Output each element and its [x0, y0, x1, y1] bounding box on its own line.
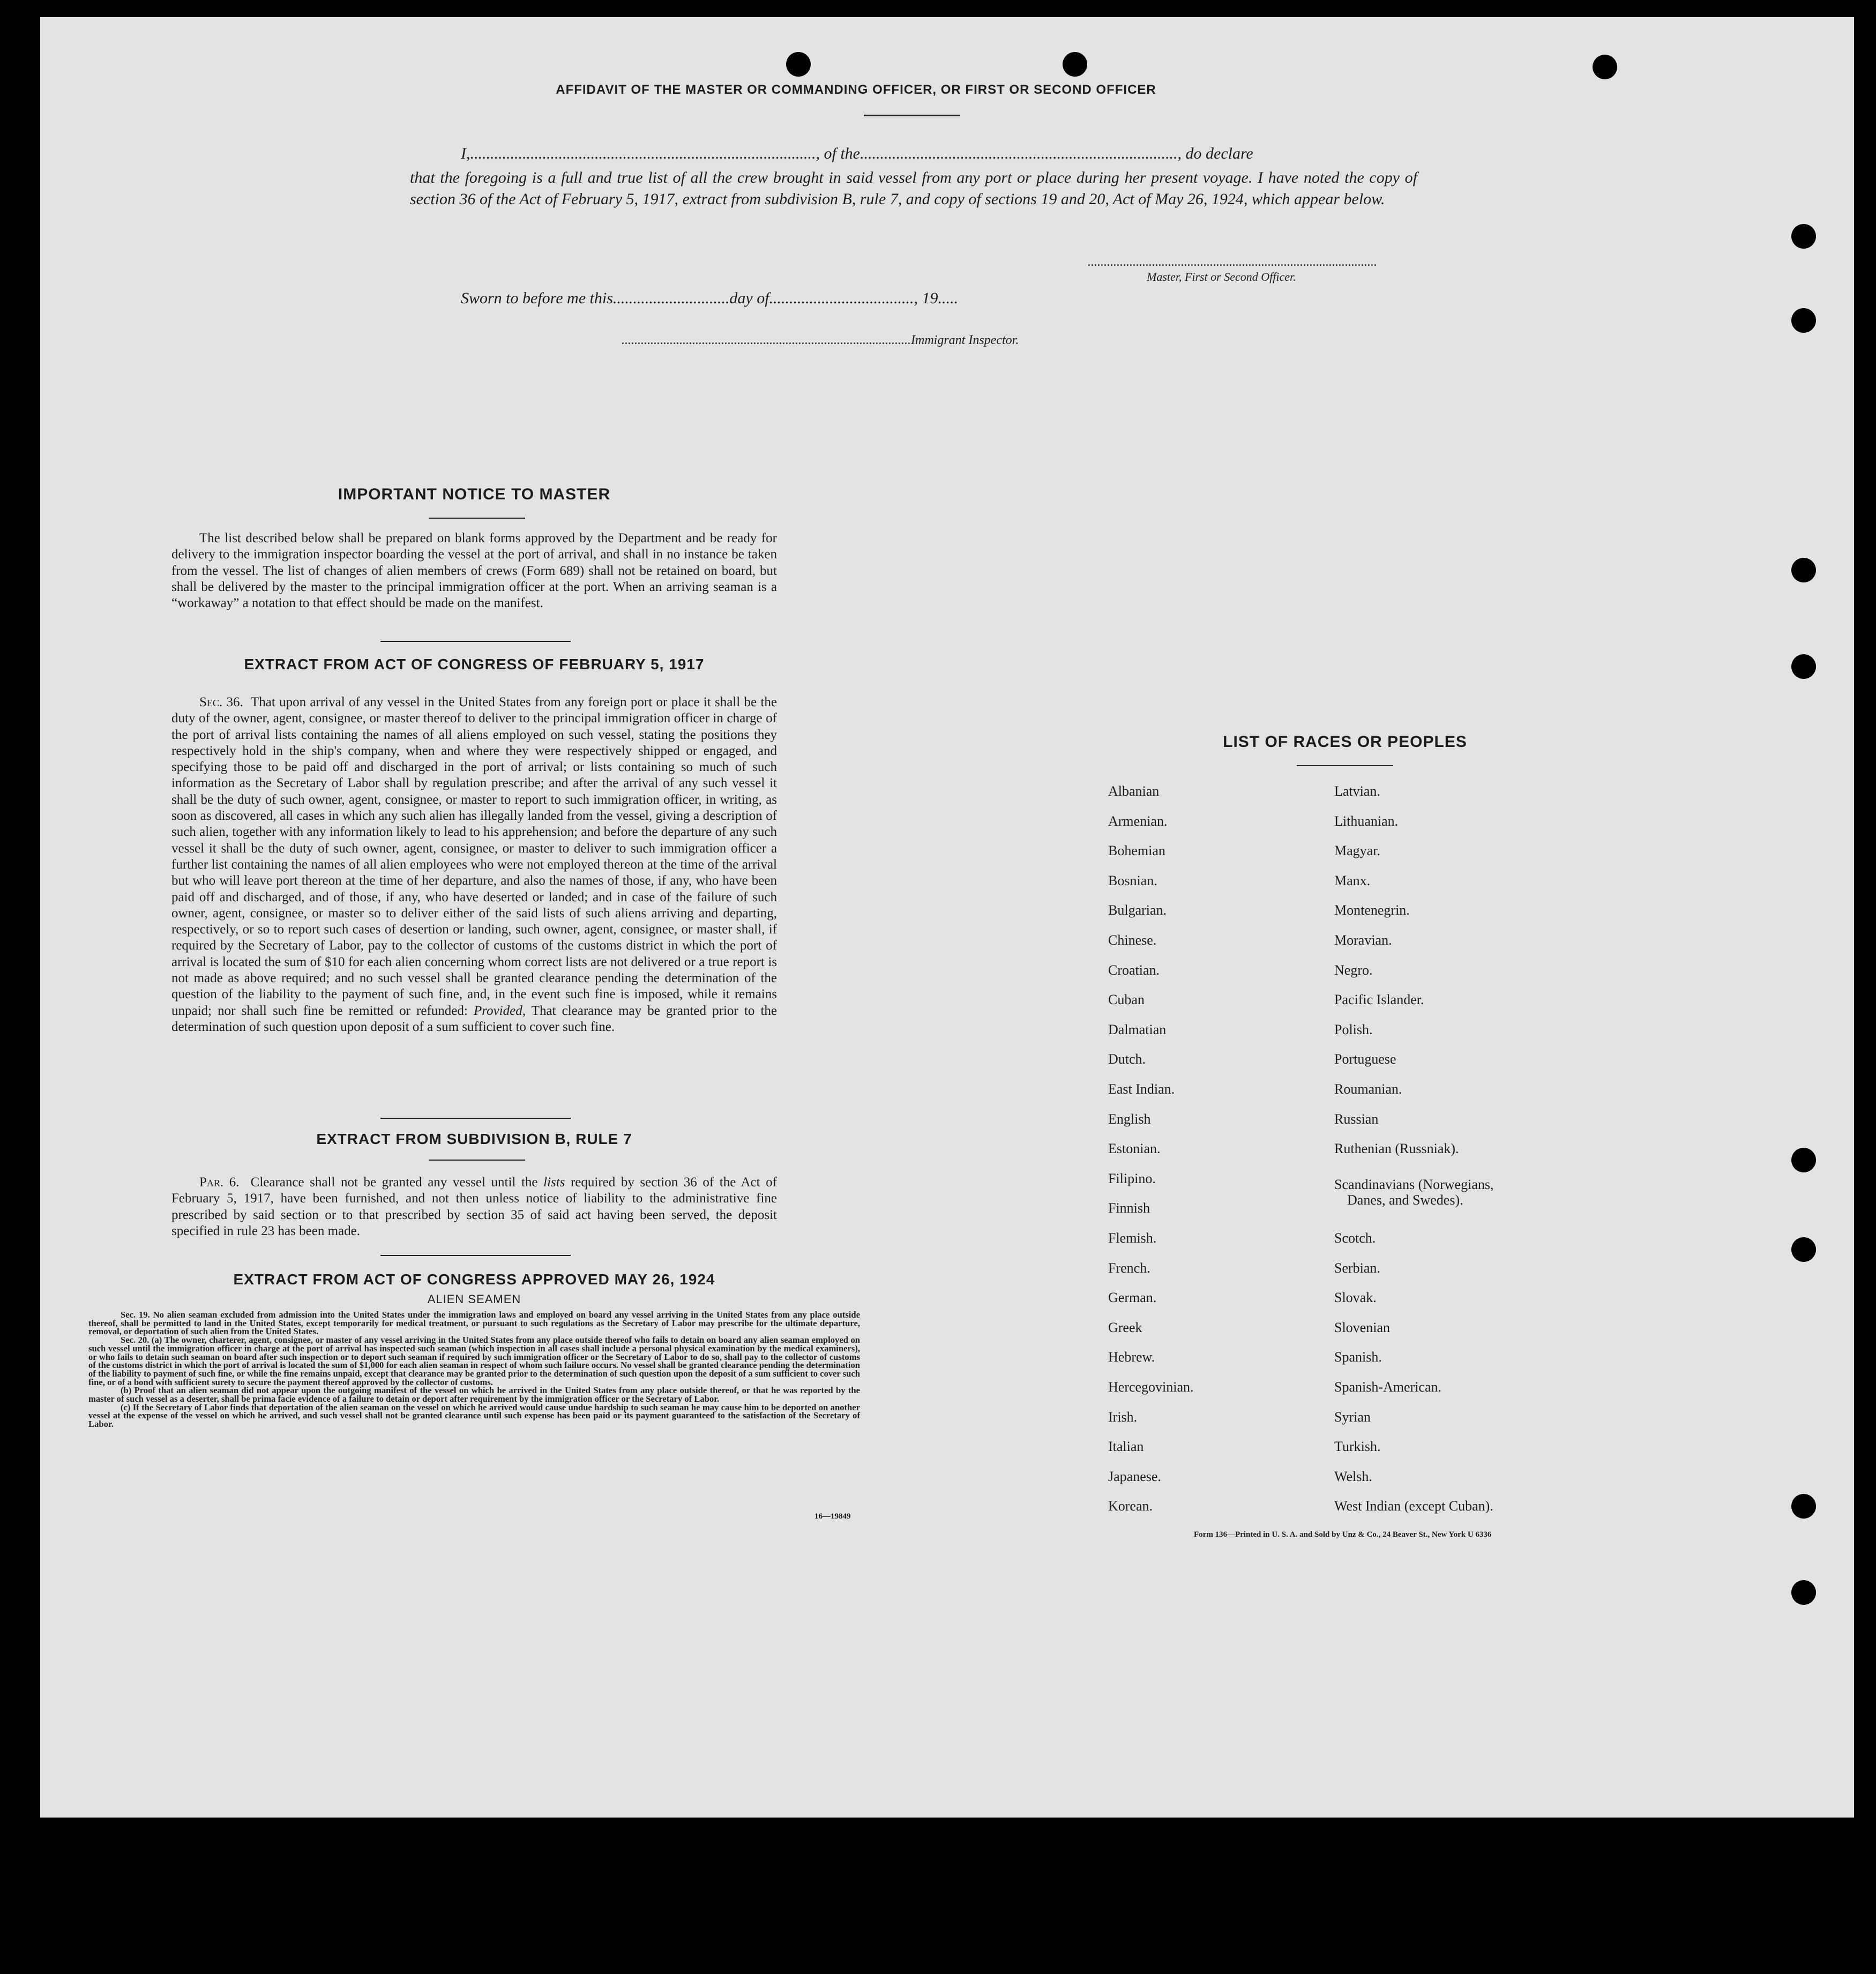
- section-36-lead: Sec. 36.: [199, 695, 243, 709]
- race-negro: Negro.: [1334, 962, 1373, 978]
- races-underline: [1297, 765, 1393, 766]
- section-36-text: That upon arrival of any vessel in the United States from any foreign port or place it shall be the duty of the owner, agent, consignee, or master thereof to deliver to the principal immigration officer in charge of the port of arrival lists containing the names of all aliens employed on such vessel, stating the positions they respectively hold in the ship's company, when and where they were respectively shipped or engaged, and specifying those to be paid off and discharged in the port of arrival; or lists containing so much of such information as the Secretary of Labor shall by regulation prescribe; and after the arrival of any such vessel it shall be the duty of such owner, agent, consignee, or master to report to such immigration officer, in writing, as soon as discovered, all cases in which any such alien has illegally landed from the vessel, giving a description of such alien, together with any information likely to lead to his apprehension; and before the departure of any such vessel it shall be the duty of such owner, agent, consignee, or master to deliver to such immigration officer a further list containing the names of all alien employees who were not employed thereon at the time of the arrival but who will leave port thereon at the time of her departure, and also the names of those, if any, who have been paid off and discharged, and of those, if any, who have deserted or landed; and in case of the failure of such owner, agent, consignee, or master so to deliver either of the said lists of such aliens arriving and departing, respectively, or so to report such cases of desertion or landing, such owner, agent, consignee, or master shall, if required by the Secretary of Labor, pay to the collector of customs of the customs district in which the port of arrival is located the sum of $10 for each alien concerning whom correct lists are not delivered or a true report is not made as above required; and no such vessel shall be granted clearance pending the determination of the question of the liability to the payment of such fine, and, in the event such fine is imposed, while it remains unpaid; nor shall such fine be remitted or refunded:: [171, 695, 777, 1018]
- race-albanian: Albanian: [1108, 783, 1160, 799]
- race-hercegovinian: Hercegovinian.: [1108, 1379, 1194, 1395]
- race-armenian: Armenian.: [1108, 813, 1168, 829]
- punch-hole: [1791, 1580, 1816, 1605]
- master-signature-label: Master, First or Second Officer.: [1147, 270, 1296, 283]
- do-declare-label: , do declare: [1177, 145, 1253, 162]
- notice-title: IMPORTANT NOTICE TO MASTER: [338, 485, 611, 503]
- race-estonian: Estonian.: [1108, 1141, 1161, 1157]
- punch-hole: [1063, 52, 1087, 77]
- race-serbian: Serbian.: [1334, 1260, 1380, 1276]
- race-polish: Polish.: [1334, 1021, 1373, 1037]
- race-cuban: Cuban: [1108, 992, 1145, 1008]
- race-lithuanian: Lithuanian.: [1334, 813, 1399, 829]
- extract-1924-body: [88, 1311, 860, 1429]
- punch-hole: [1791, 308, 1816, 333]
- punch-hole: [1593, 55, 1617, 79]
- section-20c-text: (c) If the Secretary of Labor finds that deportation of the alien seaman on the vessel on which he arrived would cause undue hardship to such seaman he may cause him to be deported on another vessel at the expense of the vessel on which he arrived, and such vessel shall not be granted clearance until such expense has been paid or its payment guaranteed to the satisfaction of the Secretary of Labor.: [88, 1402, 860, 1430]
- race-korean: Korean.: [1108, 1498, 1153, 1514]
- inspector-signature-line: [622, 333, 1104, 348]
- race-dutch: Dutch.: [1108, 1051, 1146, 1067]
- sworn-month-blank: ....................................: [769, 289, 914, 307]
- punch-hole: [1791, 224, 1816, 249]
- declarant-name-blank: ......................................................................................: [470, 145, 816, 162]
- race-bohemian: Bohemian: [1108, 843, 1165, 859]
- print-code: 16—19849: [814, 1512, 851, 1521]
- race-east-indian: East Indian.: [1108, 1081, 1175, 1097]
- race-scandinavians: Scandinavians (Norwegians,: [1334, 1177, 1494, 1192]
- race-manx: Manx.: [1334, 872, 1371, 888]
- race-dalmatian: Dalmatian: [1108, 1021, 1167, 1037]
- notice-body: The list described below shall be prepared on blank forms approved by the Department and be ready for delivery to the immigration inspector boarding the vessel at the port of arrival, and shall in no instance be taken from the vessel. The list of changes of alien members of crews (Form 689) shall not be retained on board, but shall be delivered by the master to the principal immigration officer at the port. When an arriving seaman is a “workaway” a notation to that effect should be made on the manifest.: [171, 531, 777, 611]
- race-moravian: Moravian.: [1334, 932, 1392, 948]
- declarant-pronoun: I,: [461, 145, 470, 162]
- title-underline: [864, 115, 960, 116]
- affidavit-declaration-line: [461, 145, 1417, 163]
- inspector-label: Immigrant Inspector.: [911, 333, 1019, 347]
- section-20b-text: (b) Proof that an alien seaman did not appear upon the outgoing manifest of the vessel on which he arrived in the United States from any place outside thereof, or that he was reported by the master of such vessel as a deserter, shall be prima facie evidence of a failure to detain or deport after requirement by the immigration officer or the Secretary of Labor.: [88, 1385, 860, 1404]
- punch-hole: [1791, 558, 1816, 582]
- race-scandinavians-cont: Danes, and Swedes).: [1347, 1192, 1463, 1208]
- vessel-name-blank: ...............................................................................: [860, 145, 1178, 162]
- races-title: LIST OF RACES OR PEOPLES: [1223, 733, 1467, 751]
- punch-hole: [1791, 1237, 1816, 1262]
- race-west-indian: West Indian (except Cuban).: [1334, 1498, 1493, 1514]
- punch-hole: [1791, 1148, 1816, 1172]
- affidavit-title: AFFIDAVIT OF THE MASTER OR COMMANDING OFFICER, OR FIRST OR SECOND OFFICER: [556, 83, 1156, 97]
- section-divider: [380, 641, 571, 642]
- affidavit-body: that the foregoing is a full and true list of all the crew brought in said vessel from any port or place during her present voyage. I have noted the copy of section 36 of the Act of February 5, 1917, extract from subdivision B, rule 7, and copy of sections 19 and 20, Act of May 26, 1924, which appear below.: [410, 169, 1417, 208]
- race-greek: Greek: [1108, 1319, 1142, 1335]
- race-slovenian: Slovenian: [1334, 1319, 1390, 1335]
- of-the-label: , of the: [816, 145, 860, 162]
- paragraph-6-lead: Par. 6.: [199, 1175, 240, 1190]
- race-montenegrin: Montenegrin.: [1334, 902, 1410, 918]
- race-croatian: Croatian.: [1108, 962, 1160, 978]
- race-irish: Irish.: [1108, 1409, 1138, 1425]
- sworn-line: [461, 289, 1115, 308]
- lists-word: lists: [543, 1175, 565, 1190]
- sworn-day-blank: .............................: [612, 289, 730, 307]
- extract-1917-title: EXTRACT FROM ACT OF CONGRESS OF FEBRUARY 5, 1917: [244, 656, 705, 672]
- race-chinese: Chinese.: [1108, 932, 1157, 948]
- paragraph-6-pre: Clearance shall not be granted any vessel until the: [250, 1175, 538, 1190]
- rule7-underline: [429, 1160, 525, 1161]
- race-japanese: Japanese.: [1108, 1468, 1161, 1484]
- race-hebrew: Hebrew.: [1108, 1349, 1155, 1365]
- race-finnish: Finnish: [1108, 1200, 1150, 1216]
- race-english: English: [1108, 1111, 1151, 1127]
- section-divider: [380, 1118, 571, 1119]
- race-russian: Russian: [1334, 1111, 1379, 1127]
- race-turkish: Turkish.: [1334, 1439, 1381, 1455]
- master-signature-line: ..........................................................................................: [1088, 255, 1377, 269]
- extract-1924-title: EXTRACT FROM ACT OF CONGRESS APPROVED MAY 26, 1924: [233, 1271, 715, 1288]
- section-36-tail: That clearance may be granted prior to the determination of such question upon deposit of a sum sufficient to cover such fine.: [171, 1003, 777, 1034]
- race-italian: Italian: [1108, 1439, 1144, 1455]
- punch-hole: [1791, 654, 1816, 679]
- race-ruthenian: Ruthenian (Russniak).: [1334, 1141, 1459, 1157]
- year-prefix: , 19: [914, 289, 938, 307]
- race-welsh: Welsh.: [1334, 1468, 1372, 1484]
- sworn-label: Sworn to before me this: [461, 289, 613, 307]
- section-19-text: Sec. 19. No alien seaman excluded from admission into the United States under the immigration laws and employed on board any vessel arriving in the United States from any place outside thereof, shall be permitted to land in the United States, except temporarily for medical treatment, or pursuant to such regulations as the Secretary of Labor may prescribe for the ultimate departure, removal, or deportation of such alien from the United States.: [88, 1310, 860, 1337]
- section-20a-text: Sec. 20. (a) The owner, charterer, agent, consignee, or master of any vessel arriving in the United States from any place outside thereof who fails to detain on board any alien seaman employed on such vessel until the immigration officer in charge at the port of arrival has inspected such seaman (which inspection in all cases shall include a personal physical examination by the medical examiners), or who fails to detain such seaman on board after such inspection or to deport such seaman if required by such immigration officer or the Secretary of Labor to do so, shall pay to the collector of customs of the customs district in which the port of arrival is located the sum of $1,000 for each alien seaman in respect of whom such failure occurs. No vessel shall be granted clearance pending the determination of the liability to payment of such fine, or while the fine remains unpaid, except that clearance may be granted prior to the determination of such question upon the deposit of a sum sufficient to cover such fine, or of a bond with sufficient surety to secure the payment thereof approved by the collector of customs.: [88, 1335, 860, 1387]
- race-flemish: Flemish.: [1108, 1230, 1157, 1246]
- extract-rule7-body: [171, 1175, 777, 1239]
- extract-rule7-title: EXTRACT FROM SUBDIVISION B, RULE 7: [316, 1131, 632, 1147]
- race-spanish: Spanish.: [1334, 1349, 1382, 1365]
- race-filipino: Filipino.: [1108, 1170, 1156, 1186]
- race-latvian: Latvian.: [1334, 783, 1380, 799]
- race-french: French.: [1108, 1260, 1150, 1276]
- race-syrian: Syrian: [1334, 1409, 1371, 1425]
- extract-1917-body: [171, 694, 777, 1035]
- provided-word: Provided,: [474, 1003, 526, 1018]
- race-bulgarian: Bulgarian.: [1108, 902, 1167, 918]
- paragraph-6-post: required by section 36 of the Act of February 5, 1917, have been furnished, and not then unless notice of liability to the administrative fine prescribed by said section or to that prescribed by section 35 of said act having been served, the deposit specified in rule 23 has been made.: [171, 1175, 777, 1238]
- race-bosnian: Bosnian.: [1108, 872, 1157, 888]
- form-footer: Form 136—Printed in U. S. A. and Sold by Unz & Co., 24 Beaver St., New York U 6336: [1194, 1530, 1492, 1539]
- inspector-blank: ..........................................................................................: [622, 333, 911, 347]
- day-of-label: day of: [729, 289, 769, 307]
- sworn-year-blank: .....: [938, 289, 959, 307]
- race-spanish-american: Spanish-American.: [1334, 1379, 1442, 1395]
- race-german: German.: [1108, 1290, 1157, 1306]
- punch-hole: [786, 52, 811, 77]
- section-divider: [380, 1255, 571, 1256]
- race-pacific-islander: Pacific Islander.: [1334, 992, 1424, 1008]
- race-portuguese: Portuguese: [1334, 1051, 1396, 1067]
- punch-hole: [1791, 1494, 1816, 1519]
- race-roumanian: Roumanian.: [1334, 1081, 1402, 1097]
- notice-underline: [429, 518, 525, 519]
- alien-seamen-subtitle: ALIEN SEAMEN: [427, 1292, 521, 1306]
- race-scotch: Scotch.: [1334, 1230, 1376, 1246]
- race-slovak: Slovak.: [1334, 1290, 1377, 1306]
- race-magyar: Magyar.: [1334, 843, 1380, 859]
